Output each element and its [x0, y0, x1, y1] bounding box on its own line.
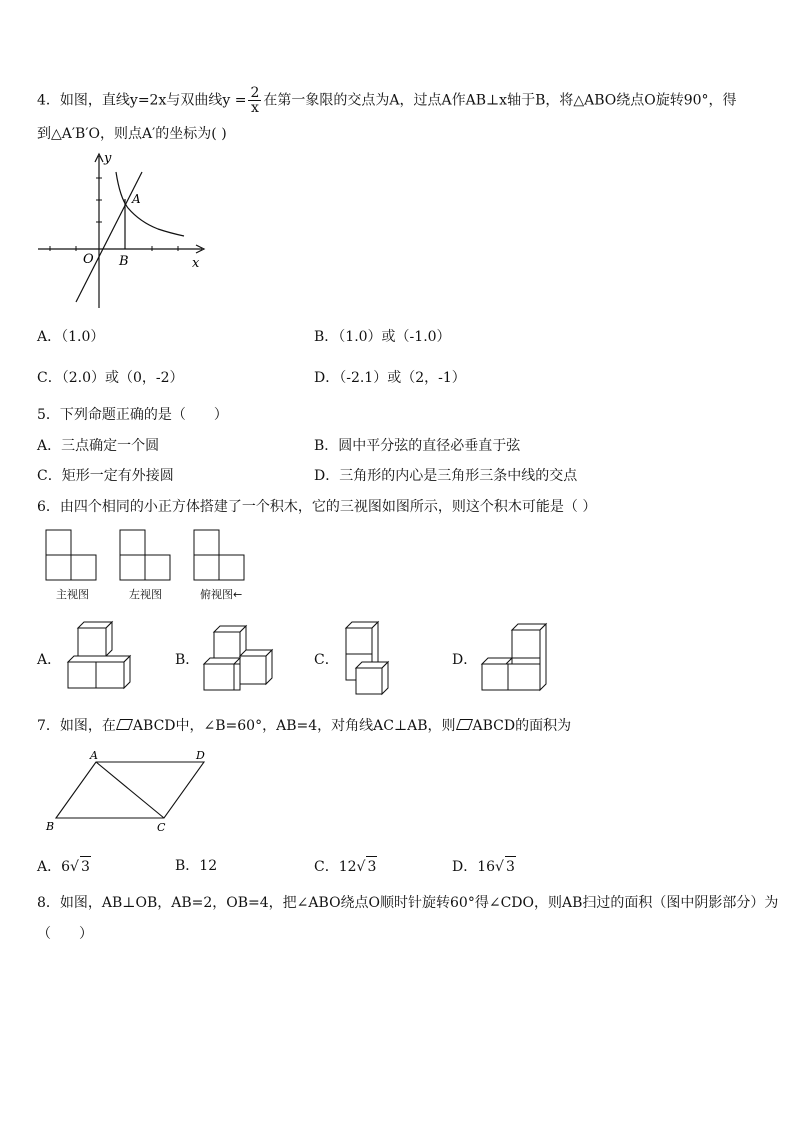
- q6-stem: 6．由四个相同的小正方体搭建了一个积木，它的三视图如图所示，则这个积木可能是（ ）: [37, 499, 597, 515]
- q4-option-a[interactable]: A．（1.0）: [37, 329, 105, 345]
- front-view-label: 主视图: [56, 588, 89, 601]
- left-view-label: 左视图: [129, 588, 162, 601]
- q5-stem: 5．下列命题正确的是（ ）: [37, 407, 228, 423]
- q7-option-c[interactable]: [314, 856, 377, 877]
- q6-option-a-figure[interactable]: [64, 620, 134, 692]
- q4-grid-ticks: [50, 178, 178, 251]
- q6-option-b-figure[interactable]: [200, 622, 274, 694]
- q4-fraction-numerator: 2: [250, 85, 260, 101]
- q8-stem-line2: （ ）: [37, 926, 93, 942]
- q7-option-a-radicand: 3: [80, 856, 91, 877]
- diagonal-ac: [96, 762, 164, 818]
- q6-three-views: [44, 528, 254, 582]
- q6-option-d-figure[interactable]: [480, 622, 552, 692]
- sqrt-icon: √: [356, 859, 366, 875]
- q6-option-b-label[interactable]: B．: [175, 652, 200, 668]
- q4-label-o: O: [83, 252, 94, 267]
- q4-option-d[interactable]: D．（-2.1）或（2，-1）: [314, 370, 466, 386]
- q5-option-a[interactable]: A．三点确定一个圆: [37, 438, 160, 454]
- q6-option-d-label[interactable]: D．: [452, 652, 478, 668]
- q5-option-c[interactable]: C．矩形一定有外接圆: [37, 468, 174, 484]
- q7-option-c-text: C．12: [314, 859, 357, 875]
- front-view-figure: [46, 530, 96, 580]
- q7-stem-a: 7．如图，在: [37, 718, 116, 734]
- parallelogram-symbol-1: [116, 719, 133, 730]
- q7-parallelogram-diagram: [44, 748, 224, 836]
- q7-option-b[interactable]: B．12: [175, 858, 218, 874]
- q6-option-c-figure[interactable]: [342, 618, 392, 698]
- q6-option-a-label[interactable]: A．: [37, 652, 62, 668]
- q7-option-d-text: D．16: [452, 859, 496, 875]
- q7-stem-b: ABCD中，∠B=60°，AB=4，对角线AC⊥AB，则: [132, 718, 456, 734]
- q5-option-b[interactable]: B．圆中平分弦的直径必垂直于弦: [314, 438, 521, 454]
- q6-option-c-label[interactable]: C．: [314, 652, 339, 668]
- q7-label-a: A: [90, 749, 98, 762]
- q4-option-b[interactable]: B．（1.0）或（-1.0）: [314, 329, 451, 345]
- parallelogram-symbol-2: [456, 719, 473, 730]
- q4-label-y: y: [104, 151, 112, 166]
- top-view-label: 俯视图←: [200, 588, 243, 601]
- q7-label-b: B: [46, 820, 55, 833]
- q4-stem-line1: [37, 86, 737, 115]
- q4-fraction-denominator: x: [250, 100, 259, 116]
- sqrt-icon: √: [70, 859, 79, 875]
- q7-option-a[interactable]: [37, 856, 91, 877]
- q4-label-b: B: [119, 254, 129, 269]
- q4-label-x: x: [192, 256, 200, 271]
- q4-stem-line2: 到△A′B′O，则点A′的坐标为( ): [37, 126, 227, 142]
- q4-option-c[interactable]: C．（2.0）或（0，-2）: [37, 370, 184, 386]
- q7-stem: [37, 716, 571, 736]
- q4-text-a: 如图，直线y=2x与双曲线y =: [59, 92, 247, 109]
- q7-option-a-text: A．6: [37, 859, 71, 875]
- top-view-figure: [194, 530, 244, 580]
- q7-label-c: C: [157, 821, 166, 834]
- q7-option-c-radicand: 3: [366, 856, 377, 877]
- q7-label-d: D: [196, 749, 205, 762]
- q7-stem-c: ABCD的面积为: [472, 718, 572, 734]
- q8-stem: 8．如图，AB⊥OB，AB=2，OB=4，把∠ABO绕点O顺时针旋转60°得∠CDO，则AB扫过的面积（图中阴影部分）为: [37, 895, 779, 911]
- q7-option-d[interactable]: [452, 856, 516, 877]
- q4-label-a: A: [132, 192, 141, 206]
- q7-option-d-radicand: 3: [505, 856, 516, 877]
- sqrt-icon: √: [495, 859, 504, 875]
- q4-number: 4．: [37, 92, 60, 109]
- q4-text-b: 在第一象限的交点为A，过点A作AB⊥x轴于B，将△ABO绕点O旋转90°，得: [263, 92, 737, 109]
- q4-fraction: [248, 86, 261, 115]
- left-view-figure: [120, 530, 170, 580]
- q5-option-d[interactable]: D．三角形的内心是三角形三条中线的交点: [314, 468, 578, 484]
- q4-graph: [36, 150, 216, 310]
